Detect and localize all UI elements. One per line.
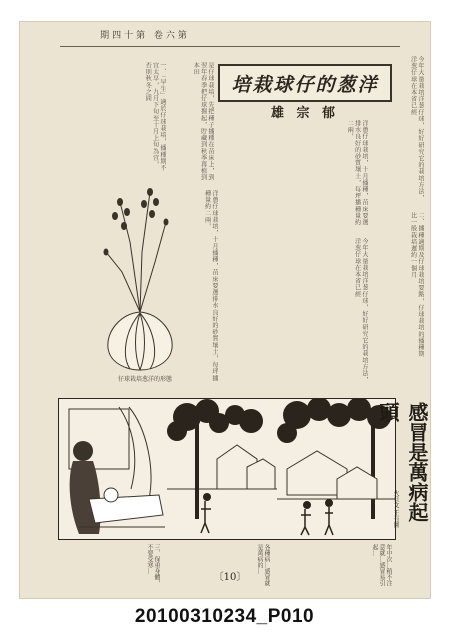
onion-illustration [100, 182, 180, 372]
article-column-middle: 是仔球栽培，先把種子播種在苗床上，到翌年春季把仔球掘起，貯藏到秋季再植到本田 [192, 62, 214, 181]
magazine-page [20, 22, 430, 598]
article-column-right: 今年大量栽培洋葱仔球，好好研究它的栽培方法，洋葱仔球在本省已經 [409, 56, 424, 202]
article-column-right-lower: 二、播種適期及仔球栽培要點，仔球栽培的播種期比一般栽培遲約一個月 [409, 212, 424, 358]
article-column-left: 一、「早生」適於仔球栽培，播種期不宜太早，九月下旬至十月上旬為宜，否則秋冬之間 [144, 62, 166, 172]
comic-caption-3: 年中次…稍不注意就…感冒易引起… [371, 544, 392, 586]
archive-id: 20100310234_P010 [134, 606, 315, 627]
article-title: 培栽球仔的葱洋 [231, 74, 379, 96]
header-rule [60, 46, 400, 47]
comic-caption-2: 各種病…感冒就是萬病的… [256, 544, 270, 586]
article-column-center: 洋蔥仔球栽培，十月播種，苗床要選排水良好的砂質壤土，每坪播種量約二兩， [346, 120, 368, 226]
comic-credit: 火旦文 王有圖 [392, 490, 399, 528]
article-column-mid-lower: 洋蔥仔球栽培，十月播種，苗床要選排水良好的砂質壤土，每坪播種量約二兩， [203, 190, 218, 382]
page-number: 〔10〕 [213, 572, 247, 583]
article-author: 雄 宗 郁 [270, 106, 340, 121]
figure-caption: 仔球栽培葱洋的形態 [117, 376, 172, 383]
comic-panel-2 [167, 399, 278, 539]
comic-panel-1 [59, 399, 168, 539]
issue-header: 期四十第 卷六第 [100, 31, 190, 41]
comic-title: 感冒是萬病起頭 [376, 402, 429, 522]
comic-strip [58, 398, 396, 540]
comic-caption-1: 三、保重身體，不要受寒… [146, 544, 160, 586]
comic-panel-2-art [167, 399, 277, 539]
comic-panel-1-art [59, 399, 167, 539]
article-column-center-lower: 今年大量栽培洋葱仔球，好好研究它的栽培方法，洋葱仔球在本省已經 [353, 238, 368, 384]
article-title-box [218, 64, 392, 102]
